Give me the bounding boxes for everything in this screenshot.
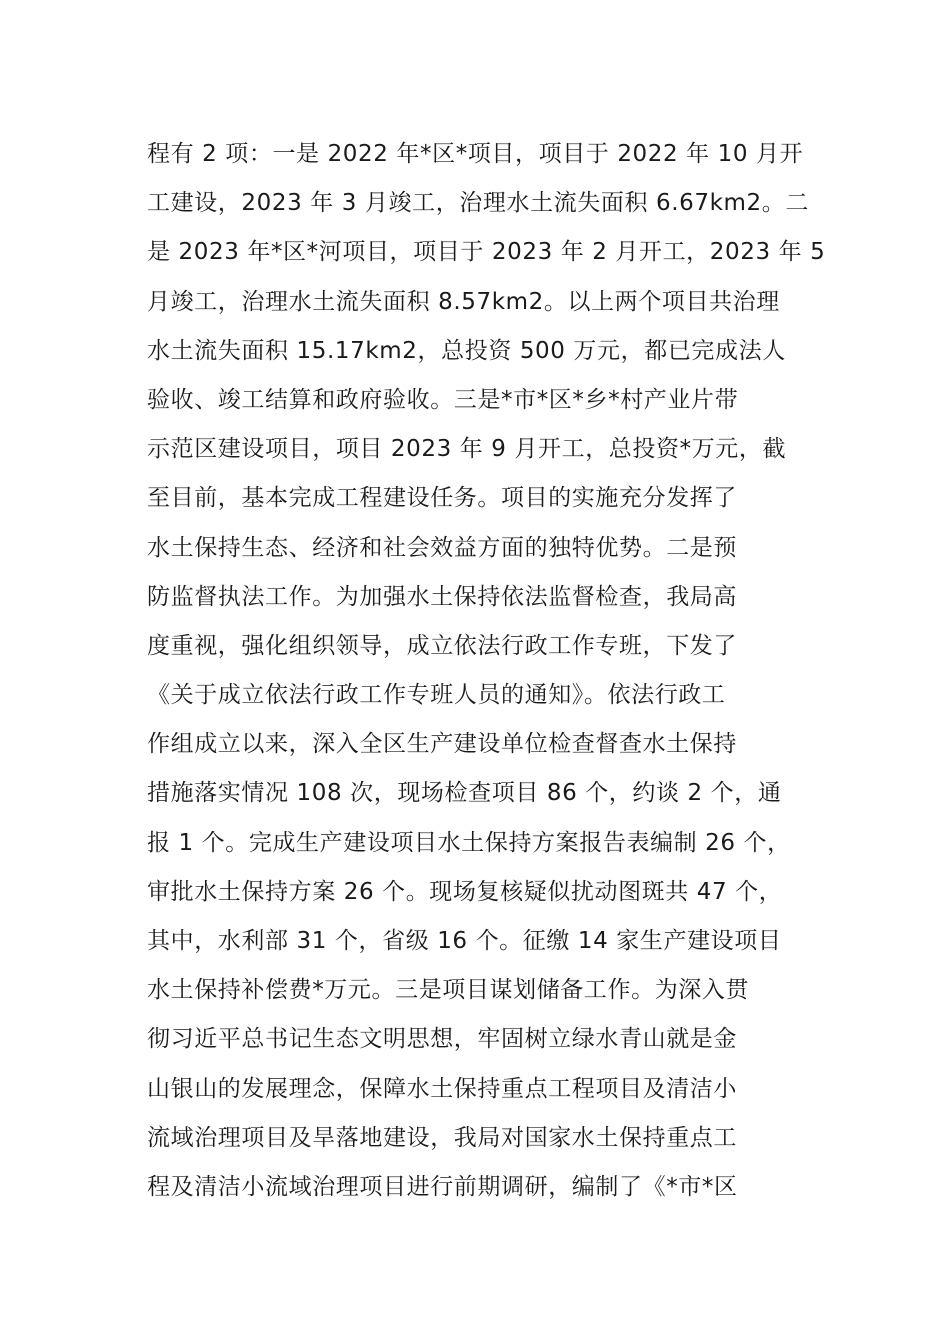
text-line: 至目前，基本完成工程建设任务。项目的实施充分发挥了 [147,485,737,512]
text-line: 度重视，强化组织领导，成立依法行政工作专班，下发了 [147,632,737,659]
text-line: 《关于成立依法行政工作专班人员的通知》。依法行政工 [147,682,726,709]
text-line: 彻习近平总书记生态文明思想，牢固树立绿水青山就是金 [147,1026,737,1053]
text-line: 措施落实情况 108 次，现场检查项目 86 个，约谈 2 个，通 [147,780,782,807]
text-line: 水土流失面积 15.17km2，总投资 500 万元，都已完成法人 [147,337,786,364]
body-text [147,130,826,1212]
text-line: 工建设，2023 年 3 月竣工，治理水土流失面积 6.67km2。二 [147,190,809,217]
text-line: 作组成立以来，深入全区生产建设单位检查督查水土保持 [147,731,737,758]
text-line: 流域治理项目及旱落地建设，我局对国家水土保持重点工 [147,1124,737,1151]
text-line: 水土保持补偿费*万元。三是项目谋划储备工作。为深入贯 [147,977,750,1004]
text-line: 审批水土保持方案 26 个。现场复核疑似扰动图斑共 47 个， [147,878,783,905]
text-line: 示范区建设项目，项目 2023 年 9 月开工，总投资*万元，截 [147,436,787,463]
text-line: 水土保持生态、经济和社会效益方面的独特优势。二是预 [147,534,737,561]
text-line: 其中，水利部 31 个，省级 16 个。征缴 14 家生产建设项目 [147,928,782,954]
text-line: 程及清洁小流域治理项目进行前期调研，编制了《*市*区 [147,1173,738,1200]
text-line: 程有 2 项：一是 2022 年*区*项目，项目于 2022 年 10 月开 [147,141,804,167]
text-line: 月竣工，治理水土流失面积 8.57km2。以上两个项目共治理 [147,288,780,315]
text-line: 山银山的发展理念，保障水土保持重点工程项目及清洁小 [147,1075,737,1102]
text-line: 验收、竣工结算和政府验收。三是*市*区*乡*村产业片带 [147,386,739,413]
text-line: 报 1 个。完成生产建设项目水土保持方案报告表编制 26 个， [147,829,791,856]
text-line: 是 2023 年*区*河项目，项目于 2023 年 2 月开工，2023 年 5 [147,239,826,266]
text-line: 防监督执法工作。为加强水土保持依法监督检查，我局高 [147,583,737,610]
